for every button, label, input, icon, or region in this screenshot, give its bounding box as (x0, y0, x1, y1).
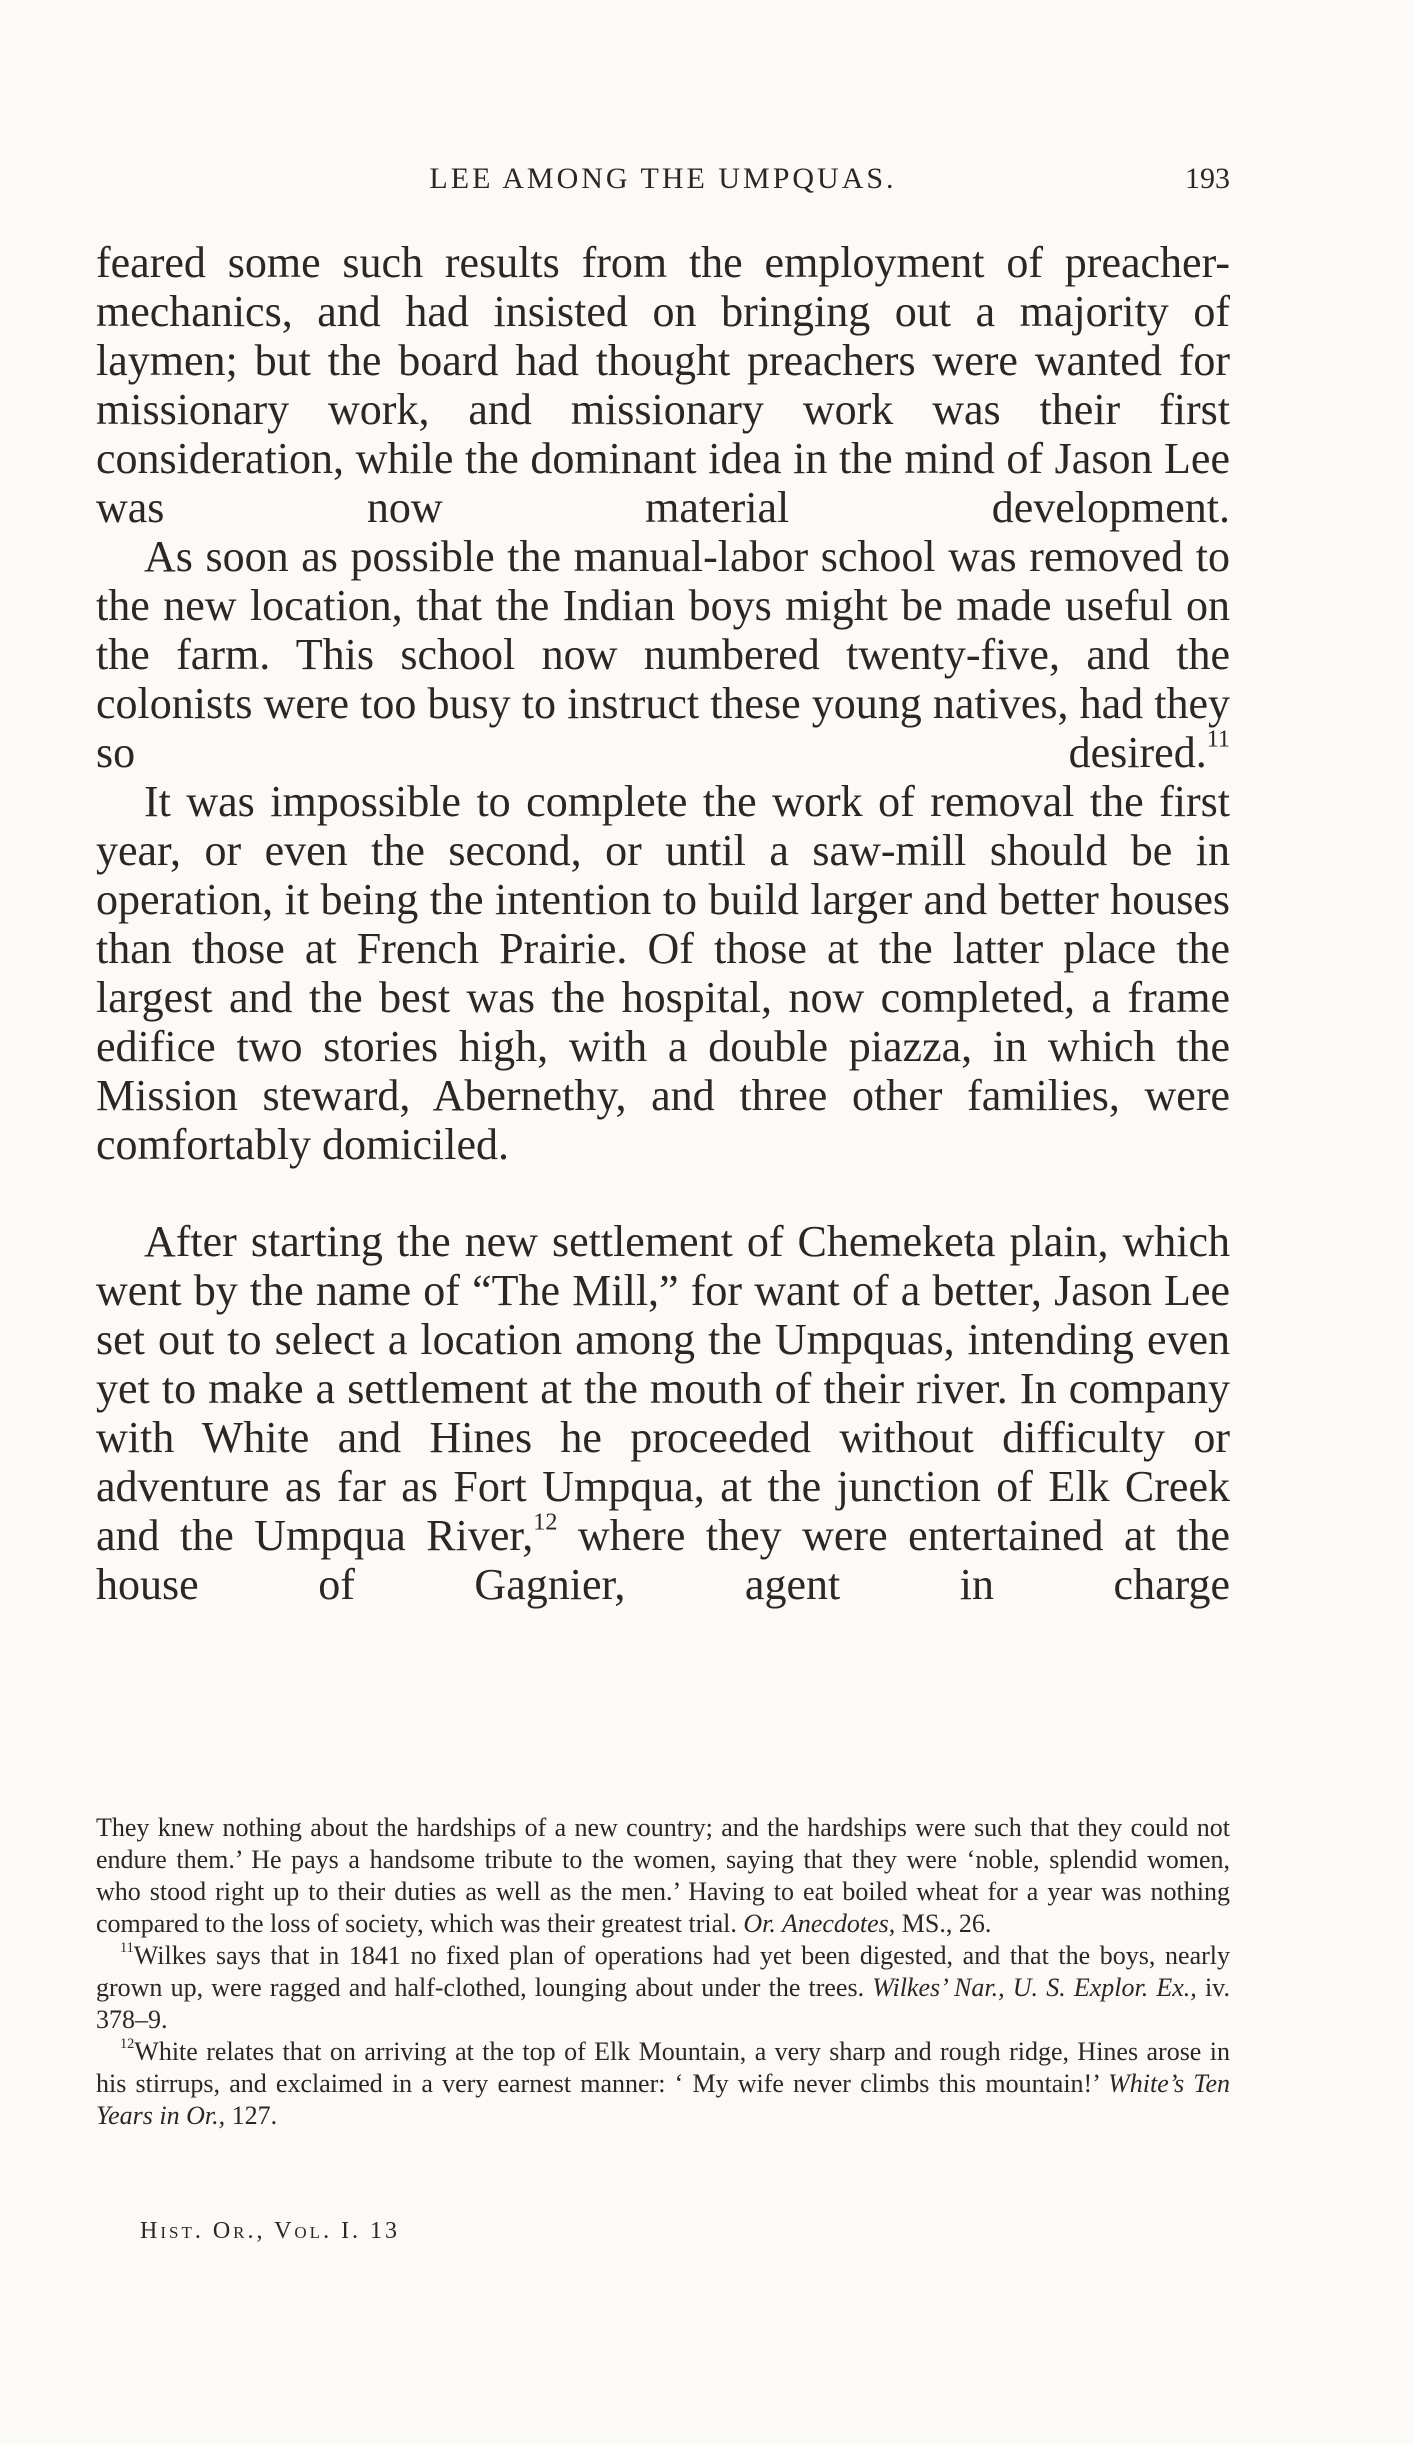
footnote-12 (96, 2036, 1230, 2132)
footnote-11-source: Wilkes’ Nar., U. S. Explor. Ex., (872, 1973, 1197, 2002)
footnote-12-text: White relates that on arriving at the top of Elk Mountain, a very sharp and rough ridge, Hines arose in his stirrups, and exclaimed in a very earnest manner: ‘ My wife never climbs this mountain!’ (96, 2037, 1230, 2098)
footnote-11-text: Wilkes says that in 1841 no fixed plan of operations had yet been digested, and that the boys, nearly grown up, were ragged and half-clothed, lounging about under the trees. (96, 1941, 1230, 2002)
section-break (96, 1169, 1230, 1217)
paragraph-4-text-b: where they were entertained at the house of Gagnier, agent in charge (96, 1511, 1230, 1609)
running-title: LEE AMONG THE UMPQUAS. (429, 162, 897, 195)
body-text (96, 238, 1230, 1609)
footnotes (96, 1812, 1230, 2132)
footnote-11 (96, 1940, 1230, 2036)
footnote-11-tail: iv. 378–9. (96, 1973, 1230, 2034)
footnote-12-source: White’s Ten Years in Or., (96, 2069, 1231, 2130)
footnote-12-mark: 12 (120, 2035, 135, 2052)
footnote-11-mark: 11 (120, 1939, 134, 1956)
footnote-continued-tail: MS., 26. (895, 1909, 992, 1938)
paragraph-4-text-a: After starting the new settlement of Chemeketa plain, which went by the name of “The Mill,” for want of a better, Jason Lee set out to select a location among the Umpquas, intending even yet to make a settlement at the mouth of their river. In company with White and Hines he proceeded without difficulty or adventure as far as Fort Umpqua, at the junction of Elk Creek and the Umpqua River, (96, 1217, 1230, 1560)
running-head (96, 150, 1230, 200)
paragraph-3: It was impossible to complete the work of removal the first year, or even the second, or until a saw-mill should be in operation, it being the intention to build larger and better houses than those at French Prairie. Of those at the latter place the largest and the best was the hospital, now completed, a frame edifice two stories high, with a double piazza, in which the Mission steward, Abernethy, and three other families, were comfortably domiciled. (96, 777, 1230, 1169)
page-number: 193 (1185, 162, 1230, 195)
paragraph-1: feared some such results from the employment of preacher-mechanics, and had insisted on bringing out a majority of laymen; but the board had thought preachers were wanted for missionary work, and missionary work was their first consideration, while the dominant idea in the mind of Jason Lee was now material development. (96, 238, 1230, 532)
footnote-ref-11: 11 (1206, 725, 1230, 753)
footnote-continued (96, 1812, 1230, 1940)
footnote-continued-text: They knew nothing about the hardships of a new country; and the hardships were such that they could not endure them.’ He pays a handsome tribute to the women, saying that they were ‘noble, splendid women, who stood right up to their duties as well as the men.’ Having to eat boiled wheat for a year was nothing compared to the loss of society, which was their greatest trial. (96, 1813, 1230, 1938)
footnote-ref-12: 12 (533, 1508, 558, 1536)
paragraph-4 (96, 1217, 1230, 1609)
signature-mark: Hist. Or., Vol. I. 13 (140, 2218, 401, 2244)
footnote-continued-source: Or. Anecdotes, (743, 1909, 896, 1938)
paragraph-2-text: As soon as possible the manual-labor school was removed to the new location, that the Indian boys might be made useful on the farm. This school now numbered twenty-five, and the colonists were too busy to instruct these young natives, had they so desired. (96, 532, 1230, 777)
paragraph-2 (96, 532, 1230, 777)
footnote-12-tail: 127. (225, 2101, 278, 2130)
